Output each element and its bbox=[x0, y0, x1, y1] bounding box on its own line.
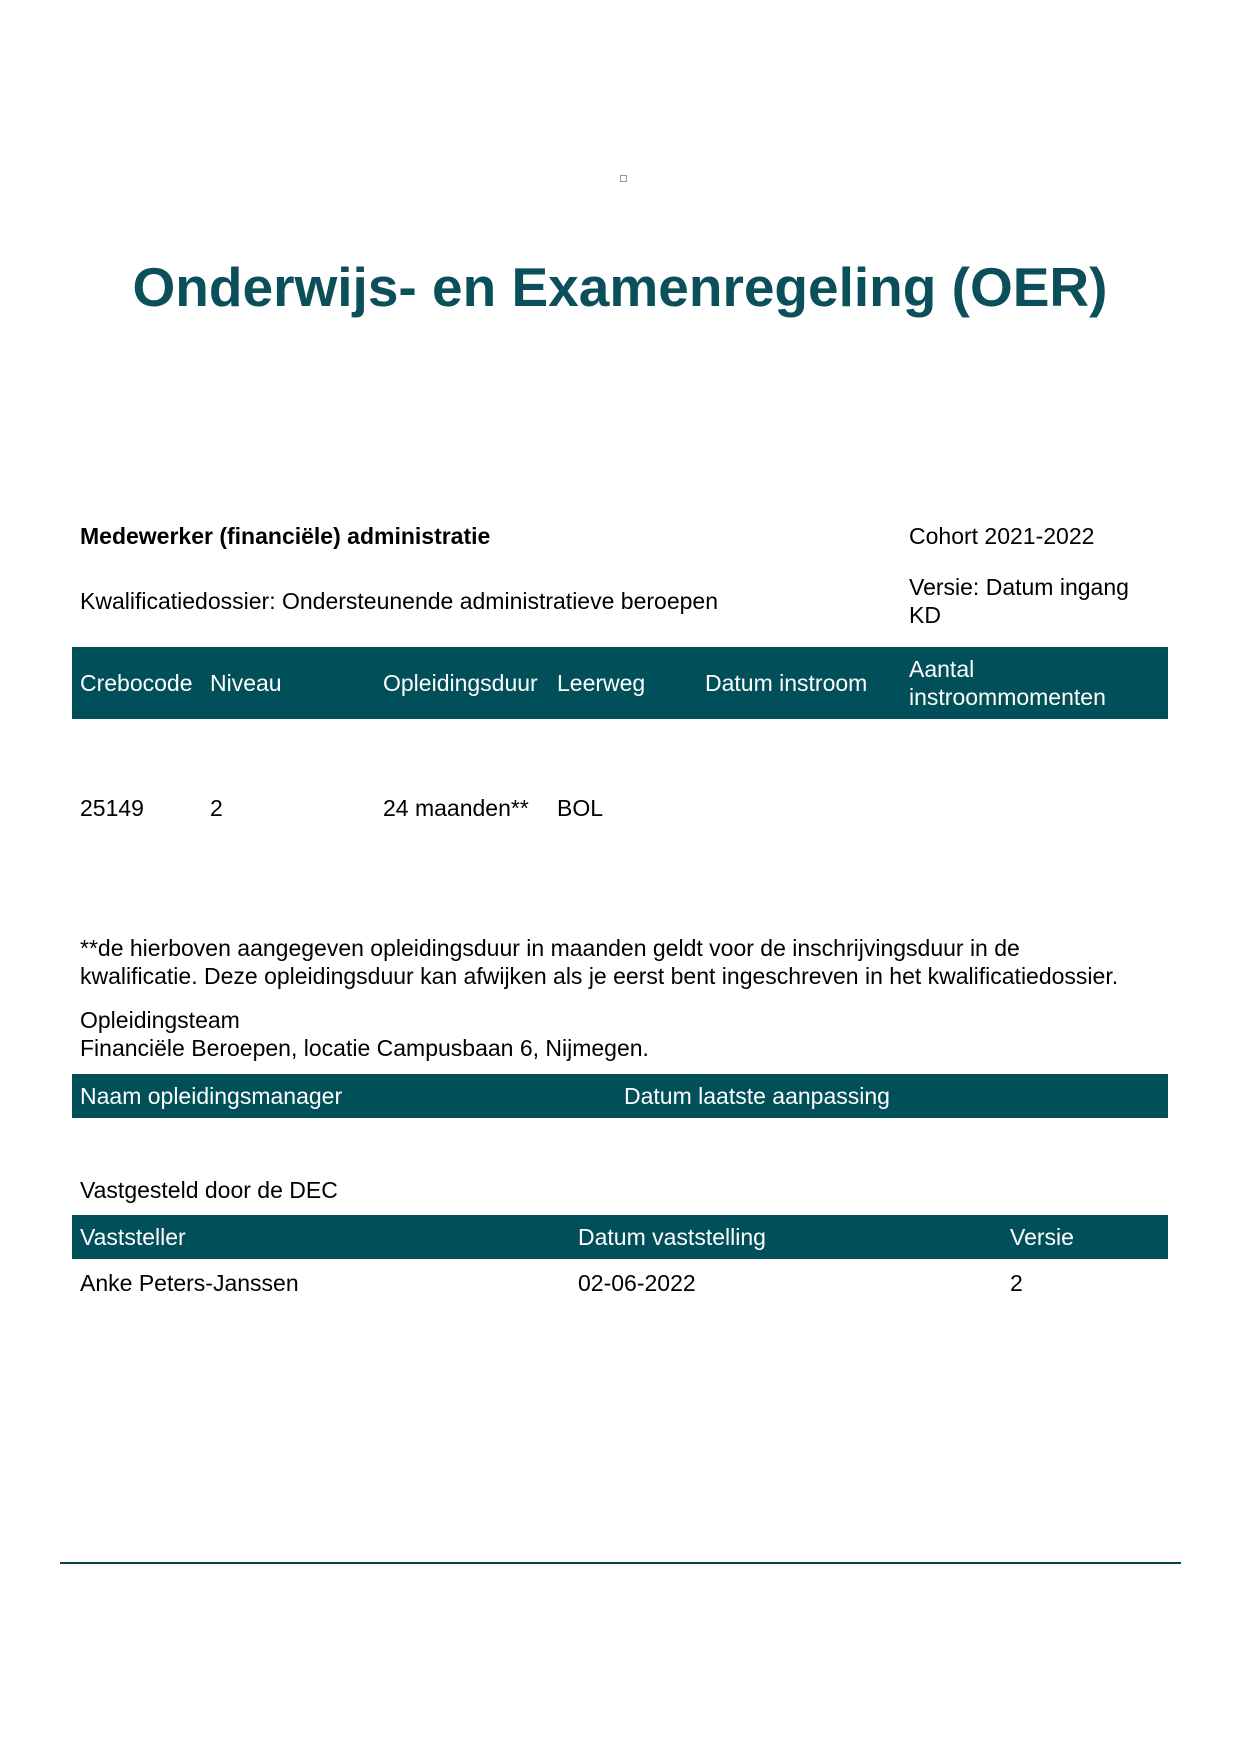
header-datum-laatste-aanpassing: Datum laatste aanpassing bbox=[624, 1083, 890, 1109]
cohort-label: Cohort 2021-2022 bbox=[909, 523, 1095, 549]
cell-opleidingsduur: 24 maanden** bbox=[383, 795, 529, 821]
footnote-line-2: kwalificatie. Deze opleidingsduur kan afwijken als je eerst bent ingeschreven in het kwalificatiedossier. bbox=[80, 963, 1119, 989]
logo-placeholder bbox=[620, 175, 627, 182]
header-naam-opleidingsmanager: Naam opleidingsmanager bbox=[80, 1083, 343, 1109]
version-line-2: KD bbox=[909, 602, 941, 628]
footnote-line-1: **de hierboven aangegeven opleidingsduur in maanden geldt voor de inschrijvingsduur in de bbox=[80, 935, 1020, 961]
cell-leerweg: BOL bbox=[557, 795, 604, 821]
cell-vaststeller: Anke Peters-Janssen bbox=[80, 1270, 299, 1296]
cell-versie: 2 bbox=[1010, 1270, 1023, 1296]
cell-crebocode: 25149 bbox=[80, 795, 144, 821]
cell-datum-vaststelling: 02-06-2022 bbox=[578, 1270, 696, 1296]
header-crebocode: Crebocode bbox=[80, 670, 193, 696]
approval-table-header bbox=[72, 1215, 1168, 1259]
page-title: Onderwijs- en Examenregeling (OER) bbox=[132, 256, 1108, 318]
header-leerweg: Leerweg bbox=[557, 670, 646, 696]
footer-divider bbox=[60, 1562, 1181, 1564]
team-label: Opleidingsteam bbox=[80, 1007, 240, 1033]
header-niveau: Niveau bbox=[210, 670, 282, 696]
qualification-dossier: Kwalificatiedossier: Ondersteunende administratieve beroepen bbox=[80, 588, 718, 614]
header-versie: Versie bbox=[1010, 1224, 1074, 1250]
cell-niveau: 2 bbox=[210, 795, 223, 821]
manager-table-header bbox=[72, 1074, 1168, 1118]
version-line-1: Versie: Datum ingang bbox=[909, 574, 1129, 600]
header-opleidingsduur: Opleidingsduur bbox=[383, 670, 538, 696]
team-value: Financiële Beroepen, locatie Campusbaan 6, Nijmegen. bbox=[80, 1035, 649, 1061]
header-vaststeller: Vaststeller bbox=[80, 1224, 186, 1250]
header-aantal-line-1: Aantal bbox=[909, 656, 975, 682]
program-table-header bbox=[72, 647, 1168, 719]
approval-label: Vastgesteld door de DEC bbox=[80, 1177, 338, 1203]
header-datum-vaststelling: Datum vaststelling bbox=[578, 1224, 766, 1250]
program-name: Medewerker (financiële) administratie bbox=[80, 523, 491, 549]
header-aantal-line-2: instroommomenten bbox=[909, 684, 1106, 710]
header-datum-instroom: Datum instroom bbox=[705, 670, 868, 696]
